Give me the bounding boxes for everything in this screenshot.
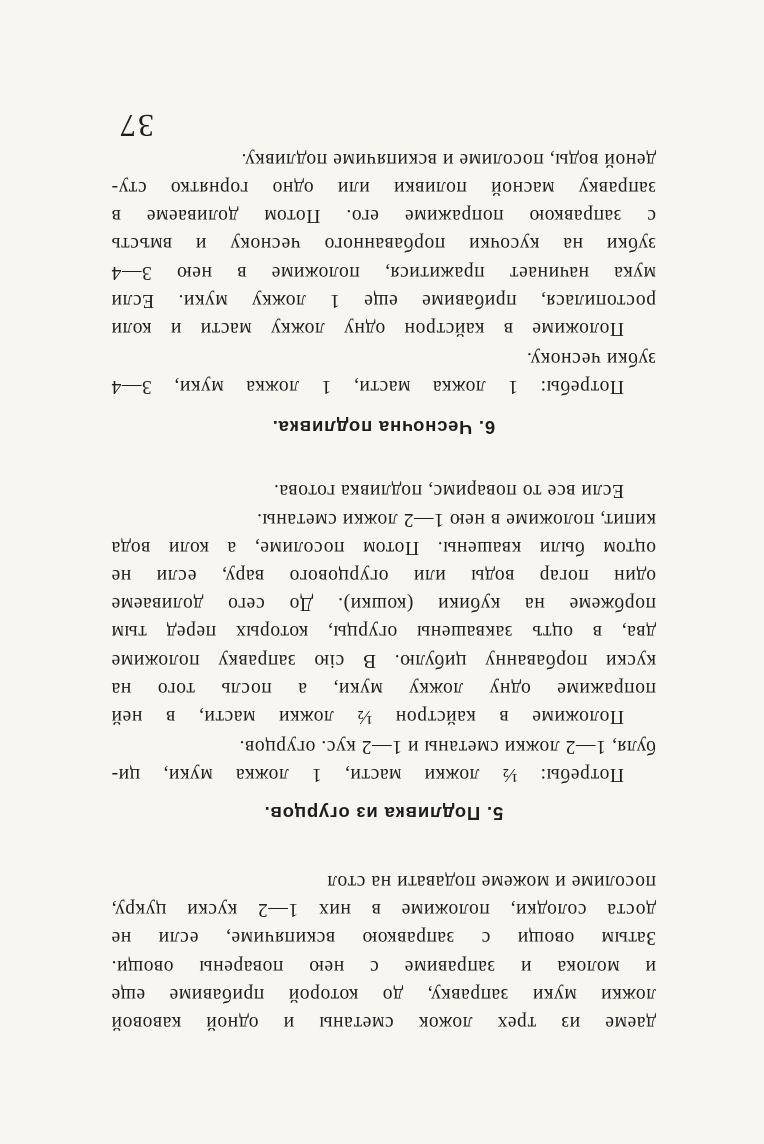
method-line: один погар воды или огурцового вару, если не bbox=[111, 564, 656, 586]
method-line: Если все то поваримс, подливка готова. bbox=[273, 480, 624, 502]
method-line: куски порбаванну цибулю. В сію заправку положиме bbox=[111, 649, 656, 671]
intro-line: Затым овощи с заправкою вскипячиме, если не bbox=[111, 927, 656, 949]
method-line: деной воды, посолиме и вскипячиме подливку. bbox=[240, 148, 656, 170]
intro-line: даеме из трех ложок сметаны и одной кавовой bbox=[111, 1012, 656, 1033]
section-5-needs bbox=[111, 732, 656, 788]
method-line: мука начинает пражитися, положиме в нею 3—4 bbox=[111, 261, 656, 283]
needs-line: зубки чесноку. bbox=[526, 347, 656, 369]
intro-line: посолиме и можеме подавати на стол bbox=[326, 870, 656, 892]
method-line: Положиме в кайстрон одну ложку масти и коли bbox=[111, 318, 624, 339]
section-5-method bbox=[111, 476, 656, 730]
intro-line: и молока и заправиме с нею поварены овощи. bbox=[111, 955, 656, 977]
method-line: попражиме одну ложку муки, а посль того на bbox=[111, 677, 656, 699]
needs-line: Потребы: 1 ложка масти, 1 ложка муки, 3—4 bbox=[111, 376, 624, 397]
intro-line: доста солодки, положиме в них 1—2 куски цукру, bbox=[111, 899, 656, 921]
section-5-heading: 5. Подливка из огурцов. bbox=[263, 803, 504, 824]
method-line: Положиме в кайстрон ½ ложки масти, в ней bbox=[111, 706, 624, 727]
method-line: с заправкою попражиме его. Потом доливаеме в bbox=[111, 205, 656, 227]
needs-line: Потребы: ½ ложки масти, 1 ложка муки, ци- bbox=[111, 764, 624, 785]
method-line: заправку масной поливки или одно горнятко сту- bbox=[111, 176, 656, 198]
method-line: кипит, положиме в нею 1—2 ложки сметаны. bbox=[256, 508, 656, 530]
method-line: два, в оцтъ заквашены огурцы, которых перед тым bbox=[111, 621, 656, 643]
method-line: порбжеме на кубики (кошки). До сего доливаеме bbox=[111, 593, 656, 615]
section-6-needs bbox=[111, 344, 656, 400]
intro-line: ложки муки заправку, до которой прибавиме еще bbox=[111, 983, 656, 1005]
section-6-heading: 6. Чесночна подливка. bbox=[271, 417, 496, 438]
method-line: оцтом были квашены. Потом посолиме, а коли вода bbox=[111, 536, 656, 558]
intro-paragraph bbox=[111, 867, 656, 1036]
method-line: ростопилася, прибавиме еще 1 ложку муки. Если bbox=[111, 289, 656, 311]
page-number: 37 bbox=[118, 108, 154, 144]
needs-line: буля, 1—2 ложки сметаны и 1—2 кус. огурцов. bbox=[239, 735, 656, 757]
method-line: зубки на кусочки порбаванного чесноку и вмъсть bbox=[111, 233, 656, 255]
section-6-method bbox=[111, 145, 656, 342]
